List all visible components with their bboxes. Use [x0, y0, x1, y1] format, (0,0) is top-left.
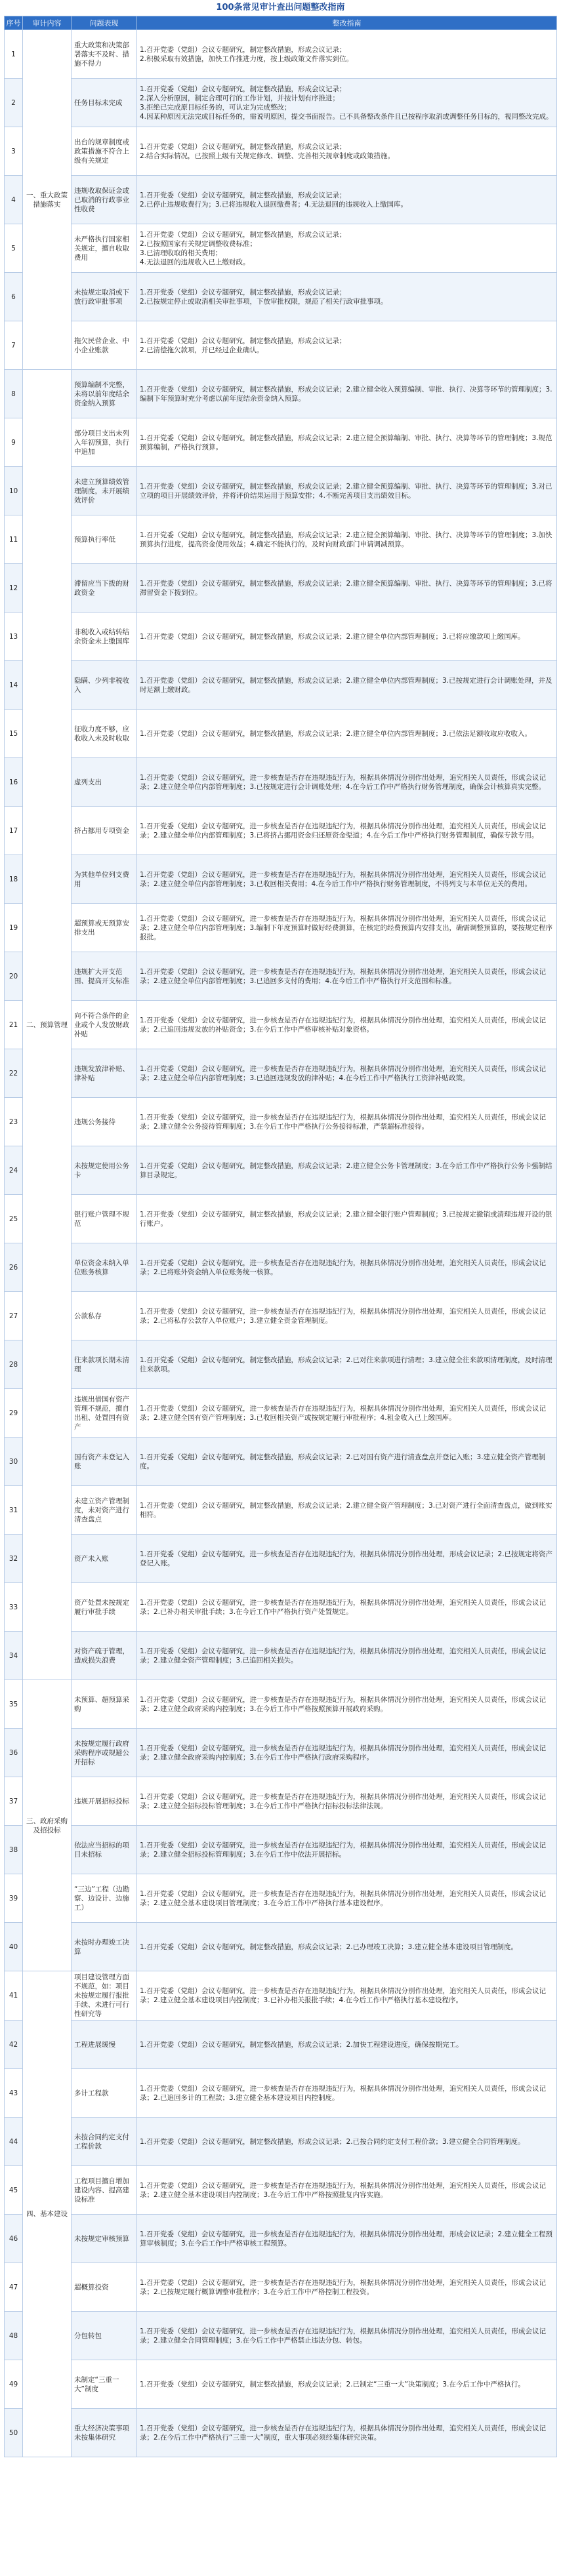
- row-number: 21: [5, 1001, 23, 1049]
- fix-cell: 1.召开党委（党组）会议专题研究，进一步核查是否存在违规违纪行为，根据具体情况分别作出处理，形成会议记录；2.已按规定将资产登记入账。: [137, 1535, 557, 1583]
- problem-cell: 未严格执行国家相关规定，擅自收取费用: [72, 224, 137, 273]
- fix-cell: 1.召开党委（党组）会议专题研究，制定整改措施，形成会议记录； 2.已按照国家有关规定调整收费标准； 3.已清理收取的相关费用； 4.无法退回的违规收入已上缴财政。: [137, 224, 557, 273]
- problem-cell: 违规扩大开支范围、提高开支标准: [72, 952, 137, 1001]
- row-number: 16: [5, 758, 23, 807]
- problem-cell: 未预算、超预算采购: [72, 1680, 137, 1729]
- table-row: [5, 273, 557, 321]
- problem-cell: 资产未入账: [72, 1535, 137, 1583]
- fix-cell: 1.召开党委（党组）会议专题研究，制定整改措施，形成会议记录； 2.积极采取有效措施，加快工作推进力度，按上级政策文件落实到位。: [137, 30, 557, 79]
- row-number: 45: [5, 2166, 23, 2215]
- fix-cell: 1.召开党委（党组）会议专题研究，制定整改措施，形成会议记录；2.建立健全预算编制、审批、执行、决算等环节的管理制度；3.加快预算执行进度，提高资金使用效益；4.确定不能执行的，及时向财政部门申请调减预算。: [137, 515, 557, 564]
- table-row: [5, 2021, 557, 2069]
- row-number: 38: [5, 1826, 23, 1874]
- fix-cell: 1.召开党委（党组）会议专题研究，制定整改措施，形成会议记录；2.已按合同约定支付工程价款；3.建立健全合同管理制度。: [137, 2118, 557, 2166]
- problem-cell: 拖欠民营企业、中小企业账款: [72, 321, 137, 370]
- fix-cell: 1.召开党委（党组）会议专题研究，进一步核查是否存在违规违纪行为，根据具体情况分别作出处理，追究相关人员责任，形成会议记录；2.已将私存公款存入单位账户；3.建立健全资金管理制度。: [137, 1292, 557, 1340]
- problem-cell: 出台的规章制度或政策措施不符合上级有关规定: [72, 127, 137, 176]
- table-row: [5, 224, 557, 273]
- row-number: 15: [5, 710, 23, 758]
- problem-cell: 超预算或无预算安排支出: [72, 904, 137, 952]
- row-number: 10: [5, 467, 23, 515]
- table-row: [5, 1389, 557, 1438]
- header-category: 审计内容: [23, 16, 72, 30]
- table-row: [5, 127, 557, 176]
- problem-cell: 预算编制不完整，未将以前年度结余资金纳入预算: [72, 370, 137, 418]
- table-row: [5, 1438, 557, 1486]
- table-row: [5, 1583, 557, 1632]
- fix-cell: 1.召开党委（党组）会议专题研究，制定整改措施，形成会议记录；2.建立健全公务卡管理制度；3.在今后工作中严格执行公务卡强制结算目录规定。: [137, 1146, 557, 1195]
- table-row: [5, 2069, 557, 2118]
- problem-cell: 单位资金未纳入单位账务核算: [72, 1243, 137, 1292]
- problem-cell: 依法应当招标的项目未招标: [72, 1826, 137, 1874]
- fix-cell: 1.召开党委（党组）会议专题研究，进一步核查是否存在违规违纪行为，根据具体情况分别作出处理，追究相关人员责任，形成会议记录；2.已追回多计的工程款；3.建立健全基本建设项目内控制度。: [137, 2069, 557, 2118]
- fix-cell: 1.召开党委（党组）会议专题研究，制定整改措施，形成会议记录； 2.已停止违规收费行为；3.已将违规收入退回缴费者；4.无法退回的违规收入上缴国库。: [137, 176, 557, 224]
- problem-cell: 银行账户管理不规范: [72, 1195, 137, 1243]
- table-row: [5, 1729, 557, 1777]
- row-number: 6: [5, 273, 23, 321]
- fix-cell: 1.召开党委（党组）会议专题研究，制定整改措施，形成会议记录；2.建立健全银行账户管理制度；3.已按规定撤销或清理违规开设的银行账户。: [137, 1195, 557, 1243]
- row-number: 30: [5, 1438, 23, 1486]
- row-number: 35: [5, 1680, 23, 1729]
- fix-cell: 1.召开党委（党组）会议专题研究，进一步核查是否存在违规违纪行为，根据具体情况分别作出处理，形成会议记录；2.建立健全工程预算审核制度；3.在今后工作中严格审核工程预算。: [137, 2215, 557, 2263]
- fix-cell: 1.召开党委（党组）会议专题研究，制定整改措施，形成会议记录； 2.结合实际情况，已按照上级有关规定修改、调整、完善相关规章制度或政策措施。: [137, 127, 557, 176]
- problem-cell: 未建立资产管理制度，未对资产进行清查盘点: [72, 1486, 137, 1535]
- fix-cell: 1.召开党委（党组）会议专题研究，进一步核查是否存在违规违纪行为，根据具体情况分别作出处理，追究相关人员责任，形成会议记录；2.建立健全合同管理制度；3.在今后工作中严格禁止违法分包、转包。: [137, 2312, 557, 2360]
- table-row: [5, 370, 557, 418]
- row-number: 7: [5, 321, 23, 370]
- problem-cell: 未按规定审核预算: [72, 2215, 137, 2263]
- fix-cell: 1.召开党委（党组）会议专题研究，进一步核查是否存在违规违纪行为，根据具体情况分别作出处理，追究相关人员责任，形成会议记录；2.建立健全单位内部管理制度；3.已追回多支付的费用；4.在今后工作中严格执行开支范围和标准。: [137, 952, 557, 1001]
- row-number: 19: [5, 904, 23, 952]
- row-number: 17: [5, 807, 23, 855]
- fix-cell: 1.召开党委（党组）会议专题研究，进一步核查是否存在违规违纪行为，根据具体情况分别作出处理，追究相关人员责任，形成会议记录；2.建立健全单位内部管理制度；3.已追回违规发放的津补贴；4.在今后工作中严格执行工资津补贴政策。: [137, 1049, 557, 1098]
- row-number: 24: [5, 1146, 23, 1195]
- fix-cell: 1.召开党委（党组）会议专题研究，制定整改措施，形成会议记录；2.建立健全预算编制、审批、执行、决算等环节的管理制度；3.规范预算编制，严格执行预算。: [137, 418, 557, 467]
- table-row: [5, 807, 557, 855]
- header-problem: 问题表现: [72, 16, 137, 30]
- table-row: [5, 467, 557, 515]
- problem-cell: 征收力度不够，应收收入未及时收取: [72, 710, 137, 758]
- fix-cell: 1.召开党委（党组）会议专题研究，进一步核查是否存在违规违纪行为，根据具体情况分别作出处理，追究相关人员责任，形成会议记录；2.建立健全公务接待管理制度；3.在今后工作中严格执行公务接待标准，严禁超标准接待。: [137, 1098, 557, 1146]
- problem-cell: 未建立预算绩效管理制度，未开展绩效评价: [72, 467, 137, 515]
- table-row: [5, 1777, 557, 1826]
- table-row: [5, 1632, 557, 1680]
- problem-cell: 违规出借国有资产管理不规范，擅自出租、处置国有资产: [72, 1389, 137, 1438]
- table-row: [5, 758, 557, 807]
- problem-cell: 多计工程款: [72, 2069, 137, 2118]
- table-row: [5, 176, 557, 224]
- header-fix: 整改指南: [137, 16, 557, 30]
- table-row: [5, 1146, 557, 1195]
- table-header-row: [5, 16, 557, 30]
- row-number: 5: [5, 224, 23, 273]
- problem-cell: 工程项目擅自增加建设内容、提高建设标准: [72, 2166, 137, 2215]
- problem-cell: 非税收入或结转结余资金未上缴国库: [72, 613, 137, 661]
- rectification-table: [4, 16, 557, 2457]
- fix-cell: 1.召开党委（党组）会议专题研究，进一步核查是否存在违规违纪行为，根据具体情况分别作出处理，追究相关人员责任，形成会议记录；2.建立健全政府采购内控制度；3.在今后工作中严格执行政府采购程序。: [137, 1729, 557, 1777]
- fix-cell: 1.召开党委（党组）会议专题研究，制定整改措施，形成会议记录；2.已办理竣工决算；3.建立健全基本建设项目管理制度。: [137, 1923, 557, 1971]
- fix-cell: 1.召开党委（党组）会议专题研究，制定整改措施，形成会议记录；2.建立健全预算编制、审批、执行、决算等环节的管理制度；3.已将滞留资金下拨到位。: [137, 564, 557, 613]
- fix-cell: 1.召开党委（党组）会议专题研究，制定整改措施，形成会议记录；2.建立健全单位内部管理制度；3.已按规定进行会计调账处理，并及时足额上缴财政。: [137, 661, 557, 710]
- problem-cell: “三边”工程（边勘察、边设计、边施工）: [72, 1874, 137, 1923]
- table-row: [5, 2215, 557, 2263]
- row-number: 46: [5, 2215, 23, 2263]
- fix-cell: 1.召开党委（党组）会议专题研究，进一步核查是否存在违规违纪行为，根据具体情况分别作出处理，追究相关人员责任，形成会议记录；2.建立健全招标投标管理制度；3.在今后工作中依法开展招标。: [137, 1826, 557, 1874]
- row-number: 39: [5, 1874, 23, 1923]
- row-number: 1: [5, 30, 23, 79]
- fix-cell: 1.召开党委（党组）会议专题研究，进一步核查是否存在违规违纪行为，根据具体情况分别作出处理，追究相关人员责任，形成会议记录；2.已将账外资金纳入单位账务统一核算。: [137, 1243, 557, 1292]
- fix-cell: 1.召开党委（党组）会议专题研究，制定整改措施，形成会议记录； 2.深入分析原因，制定合理可行的工作计划，并按计划有序推进； 3.拒绝已完成原目标任务的，可认定为完成整改； 4.因某种原因无法完成目标任务的，需说明原因，提交书面报告。已不具备整改条件且已按程序取消或调整任务目标的，视同整改完成。: [137, 79, 557, 127]
- fix-cell: 1.召开党委（党组）会议专题研究，进一步核查是否存在违规违纪行为，根据具体情况分别作出处理，追究相关人员责任，形成会议记录；2.建立健全基本建设项目管理制度；3.在今后工作中严格执行基本建设程序。: [137, 1874, 557, 1923]
- fix-cell: 1.召开党委（党组）会议专题研究，制定整改措施，形成会议记录；2.已对往来款项进行清理；3.建立健全往来款项清理制度，及时清理往来款项。: [137, 1340, 557, 1389]
- table-row: [5, 1874, 557, 1923]
- table-row: [5, 1971, 557, 2021]
- row-number: 2: [5, 79, 23, 127]
- fix-cell: 1.召开党委（党组）会议专题研究，制定整改措施，形成会议记录；2.已对国有资产进行清查盘点并登记入账；3.建立健全资产管理制度。: [137, 1438, 557, 1486]
- row-number: 3: [5, 127, 23, 176]
- problem-cell: 滞留应当下拨的财政资金: [72, 564, 137, 613]
- row-number: 49: [5, 2360, 23, 2409]
- table-row: [5, 1340, 557, 1389]
- table-row: [5, 855, 557, 904]
- row-number: 29: [5, 1389, 23, 1438]
- fix-cell: 1.召开党委（党组）会议专题研究，进一步核查是否存在违规违纪行为，根据具体情况分别作出处理，追究相关人员责任，形成会议记录；2.建立健全资产管理制度；3.已追回相关损失。: [137, 1632, 557, 1680]
- table-row: [5, 904, 557, 952]
- table-row: [5, 1486, 557, 1535]
- table-row: [5, 1098, 557, 1146]
- category-cell: 三、政府采购及招投标: [23, 1680, 72, 1971]
- fix-cell: 1.召开党委（党组）会议专题研究，进一步核查是否存在违规违纪行为，根据具体情况分别作出处理，追究相关人员责任，形成会议记录；2.建立健全基本建设项目内控制度；3.已补办相关报批手续；4.在今后工作中严格执行基本建设程序。: [137, 1971, 557, 2021]
- problem-cell: 未按时办理竣工决算: [72, 1923, 137, 1971]
- fix-cell: 1.召开党委（党组）会议专题研究，进一步核查是否存在违规违纪行为，根据具体情况分别作出处理，追究相关人员责任，形成会议记录；2.建立健全招标投标管理制度；3.在今后工作中严格执行招标投标法律法规。: [137, 1777, 557, 1826]
- table-row: [5, 1923, 557, 1971]
- row-number: 25: [5, 1195, 23, 1243]
- problem-cell: 对资产疏于管理，造成损失浪费: [72, 1632, 137, 1680]
- row-number: 41: [5, 1971, 23, 2021]
- table-row: [5, 321, 557, 370]
- row-number: 4: [5, 176, 23, 224]
- fix-cell: 1.召开党委（党组）会议专题研究，进一步核查是否存在违规违纪行为，根据具体情况分别作出处理，追究相关人员责任，形成会议记录；2.建立健全基本建设项目内控制度；3.在今后工作中严格按照批复内容实施。: [137, 2166, 557, 2215]
- fix-cell: 1.召开党委（党组）会议专题研究，进一步核查是否存在违规违纪行为，根据具体情况分别作出处理，追究相关人员责任，形成会议记录；2.在今后工作中严格执行“三重一大”制度，重大事项必须经集体研究决策。: [137, 2409, 557, 2457]
- fix-cell: 1.召开党委（党组）会议专题研究，进一步核查是否存在违规违纪行为，根据具体情况分别作出处理，追究相关人员责任，形成会议记录；2.建立健全单位内部管理制度；3.已按规定进行会计调账处理；4.在今后工作中严格执行财务管理制度，确保会计核算真实完整。: [137, 758, 557, 807]
- row-number: 13: [5, 613, 23, 661]
- table-row: [5, 1535, 557, 1583]
- fix-cell: 1.召开党委（党组）会议专题研究，制定整改措施，形成会议记录； 2.已清偿拖欠款项，并已经过企业确认。: [137, 321, 557, 370]
- table-row: [5, 1243, 557, 1292]
- category-cell: 二、预算管理: [23, 370, 72, 1680]
- problem-cell: 往来款项长期未清理: [72, 1340, 137, 1389]
- category-cell: 一、重大政策措施落实: [23, 30, 72, 370]
- fix-cell: 1.召开党委（党组）会议专题研究，进一步核查是否存在违规违纪行为，根据具体情况分别作出处理，追究相关人员责任，形成会议记录；2.已追回违规发放的补贴资金；3.在今后工作中严格审核补贴对象资格。: [137, 1001, 557, 1049]
- row-number: 34: [5, 1632, 23, 1680]
- row-number: 22: [5, 1049, 23, 1098]
- problem-cell: 资产处置未按规定履行审批手续: [72, 1583, 137, 1632]
- row-number: 42: [5, 2021, 23, 2069]
- row-number: 44: [5, 2118, 23, 2166]
- fix-cell: 1.召开党委（党组）会议专题研究，制定整改措施，形成会议记录；2.建立健全预算编制、审批、执行、决算等环节的管理制度；3.对已立项的项目开展绩效评价，并将评价结果运用于预算安排；4.不断完善项目支出绩效目标。: [137, 467, 557, 515]
- problem-cell: 未按规定使用公务卡: [72, 1146, 137, 1195]
- table-row: [5, 79, 557, 127]
- table-row: [5, 1826, 557, 1874]
- problem-cell: 违规发放津补贴、津补贴: [72, 1049, 137, 1098]
- row-number: 47: [5, 2263, 23, 2312]
- problem-cell: 国有资产未登记入账: [72, 1438, 137, 1486]
- table-row: [5, 2409, 557, 2457]
- row-number: 40: [5, 1923, 23, 1971]
- table-row: [5, 1195, 557, 1243]
- problem-cell: 工程进展缓慢: [72, 2021, 137, 2069]
- table-row: [5, 2263, 557, 2312]
- problem-cell: 重大经济决策事项未按集体研究: [72, 2409, 137, 2457]
- fix-cell: 1.召开党委（党组）会议专题研究，制定整改措施，形成会议记录；2.建立健全单位内部管理制度；3.已依法足额收取应收收入。: [137, 710, 557, 758]
- row-number: 12: [5, 564, 23, 613]
- fix-cell: 1.召开党委（党组）会议专题研究，制定整改措施，形成会议记录； 2.已按规定停止或取消相关审批事项，下放审批权限，规范了相关行政审批事项。: [137, 273, 557, 321]
- row-number: 36: [5, 1729, 23, 1777]
- row-number: 28: [5, 1340, 23, 1389]
- problem-cell: 挤占挪用专项资金: [72, 807, 137, 855]
- row-number: 11: [5, 515, 23, 564]
- table-body: [5, 30, 557, 2457]
- row-number: 8: [5, 370, 23, 418]
- table-row: [5, 613, 557, 661]
- fix-cell: 1.召开党委（党组）会议专题研究，制定整改措施，形成会议记录；2.建立健全资产管理制度；3.已对资产进行全面清查盘点，做到账实相符。: [137, 1486, 557, 1535]
- table-row: [5, 1049, 557, 1098]
- table-row: [5, 1001, 557, 1049]
- problem-cell: 任务目标未完成: [72, 79, 137, 127]
- fix-cell: 1.召开党委（党组）会议专题研究，进一步核查是否存在违规违纪行为，根据具体情况分别作出处理，追究相关人员责任，形成会议记录；2.建立健全单位内部管理制度；3.已将挤占挪用资金归还原资金渠道；4.在今后工作中严格执行财务管理制度，确保专款专用。: [137, 807, 557, 855]
- fix-cell: 1.召开党委（党组）会议专题研究，进一步核查是否存在违规违纪行为，根据具体情况分别作出处理，追究相关人员责任，形成会议记录；2.建立健全单位内部管理制度；3.编制下年度预算时做好经费测算，在核定的经费预算内安排支出，确需调整预算的，要按规定程序报批。: [137, 904, 557, 952]
- fix-cell: 1.召开党委（党组）会议专题研究，制定整改措施，形成会议记录；2.已制定“三重一大”决策制度；3.在今后工作中严格执行。: [137, 2360, 557, 2409]
- table-row: [5, 952, 557, 1001]
- problem-cell: 分包转包: [72, 2312, 137, 2360]
- fix-cell: 1.召开党委（党组）会议专题研究，进一步核查是否存在违规违纪行为，根据具体情况分别作出处理，追究相关人员责任，形成会议记录；2.已补办相关审批手续；3.在今后工作中严格执行资产处置规定。: [137, 1583, 557, 1632]
- table-row: [5, 710, 557, 758]
- problem-cell: 违规公务接待: [72, 1098, 137, 1146]
- table-row: [5, 418, 557, 467]
- page: [4, 0, 557, 2457]
- table-row: [5, 564, 557, 613]
- table-row: [5, 2118, 557, 2166]
- table-row: [5, 2166, 557, 2215]
- problem-cell: 未按合同约定支付工程价款: [72, 2118, 137, 2166]
- header-no: 序号: [5, 16, 23, 30]
- problem-cell: 未按规定履行政府采购程序或规避公开招标: [72, 1729, 137, 1777]
- row-number: 26: [5, 1243, 23, 1292]
- problem-cell: 隐瞒、少列非税收入: [72, 661, 137, 710]
- problem-cell: 为其他单位列支费用: [72, 855, 137, 904]
- table-row: [5, 1680, 557, 1729]
- problem-cell: 重大政策和决策部署落实不及时、措施不得力: [72, 30, 137, 79]
- problem-cell: 项目建设管理方面不规范，如：项目未按规定履行报批手续、未进行可行性研究等: [72, 1971, 137, 2021]
- problem-cell: 违规开展招标投标: [72, 1777, 137, 1826]
- row-number: 31: [5, 1486, 23, 1535]
- row-number: 33: [5, 1583, 23, 1632]
- page-title: 100条常见审计查出问题整改指南: [216, 3, 345, 12]
- category-cell: 四、基本建设: [23, 1971, 72, 2457]
- problem-cell: 部分项目支出未列入年初预算，执行中追加: [72, 418, 137, 467]
- row-number: 27: [5, 1292, 23, 1340]
- table-row: [5, 2360, 557, 2409]
- fix-cell: 1.召开党委（党组）会议专题研究，进一步核查是否存在违规违纪行为，根据具体情况分别作出处理，追究相关人员责任，形成会议记录；2.已按规定履行概算调整审批程序；3.在今后工作中严格控制工程投资。: [137, 2263, 557, 2312]
- row-number: 32: [5, 1535, 23, 1583]
- problem-cell: 虚列支出: [72, 758, 137, 807]
- problem-cell: 未制定“三重一大”制度: [72, 2360, 137, 2409]
- row-number: 9: [5, 418, 23, 467]
- row-number: 23: [5, 1098, 23, 1146]
- fix-cell: 1.召开党委（党组）会议专题研究，制定整改措施，形成会议记录；2.建立健全单位内部管理制度；3.已将应缴款项上缴国库。: [137, 613, 557, 661]
- problem-cell: 公款私存: [72, 1292, 137, 1340]
- table-row: [5, 2312, 557, 2360]
- fix-cell: 1.召开党委（党组）会议专题研究，进一步核查是否存在违规违纪行为，根据具体情况分别作出处理，追究相关人员责任，形成会议记录；2.建立健全政府采购内控制度；3.在今后工作中严格按照预算开展政府采购。: [137, 1680, 557, 1729]
- fix-cell: 1.召开党委（党组）会议专题研究，制定整改措施，形成会议记录；2.建立健全收入预算编制、审批、执行、决算等环节的管理制度；3.编制下年预算时充分考虑以前年度结余资金纳入预算。: [137, 370, 557, 418]
- problem-cell: 向不符合条件的企业或个人发放财政补贴: [72, 1001, 137, 1049]
- table-row: [5, 515, 557, 564]
- problem-cell: 预算执行率低: [72, 515, 137, 564]
- row-number: 48: [5, 2312, 23, 2360]
- fix-cell: 1.召开党委（党组）会议专题研究，制定整改措施，形成会议记录；2.加快工程建设进度，确保按期完工。: [137, 2021, 557, 2069]
- row-number: 18: [5, 855, 23, 904]
- row-number: 14: [5, 661, 23, 710]
- fix-cell: 1.召开党委（党组）会议专题研究，进一步核查是否存在违规违纪行为，根据具体情况分别作出处理，追究相关人员责任，形成会议记录；2.建立健全单位内部管理制度；3.已收回相关费用；4.在今后工作中严格执行财务管理制度，不得列支与本单位无关的费用。: [137, 855, 557, 904]
- table-row: [5, 1292, 557, 1340]
- problem-cell: 超概算投资: [72, 2263, 137, 2312]
- problem-cell: 违规收取保证金或已取消的行政事业性收费: [72, 176, 137, 224]
- row-number: 20: [5, 952, 23, 1001]
- table-row: [5, 661, 557, 710]
- fix-cell: 1.召开党委（党组）会议专题研究，进一步核查是否存在违规违纪行为，根据具体情况分别作出处理，追究相关人员责任，形成会议记录；2.建立健全国有资产管理制度；3.已收回相关资产或按规定履行审批程序；4.租金收入已上缴国库。: [137, 1389, 557, 1438]
- problem-cell: 未按规定取消或下放行政审批事项: [72, 273, 137, 321]
- row-number: 43: [5, 2069, 23, 2118]
- table-row: [5, 30, 557, 79]
- row-number: 37: [5, 1777, 23, 1826]
- row-number: 50: [5, 2409, 23, 2457]
